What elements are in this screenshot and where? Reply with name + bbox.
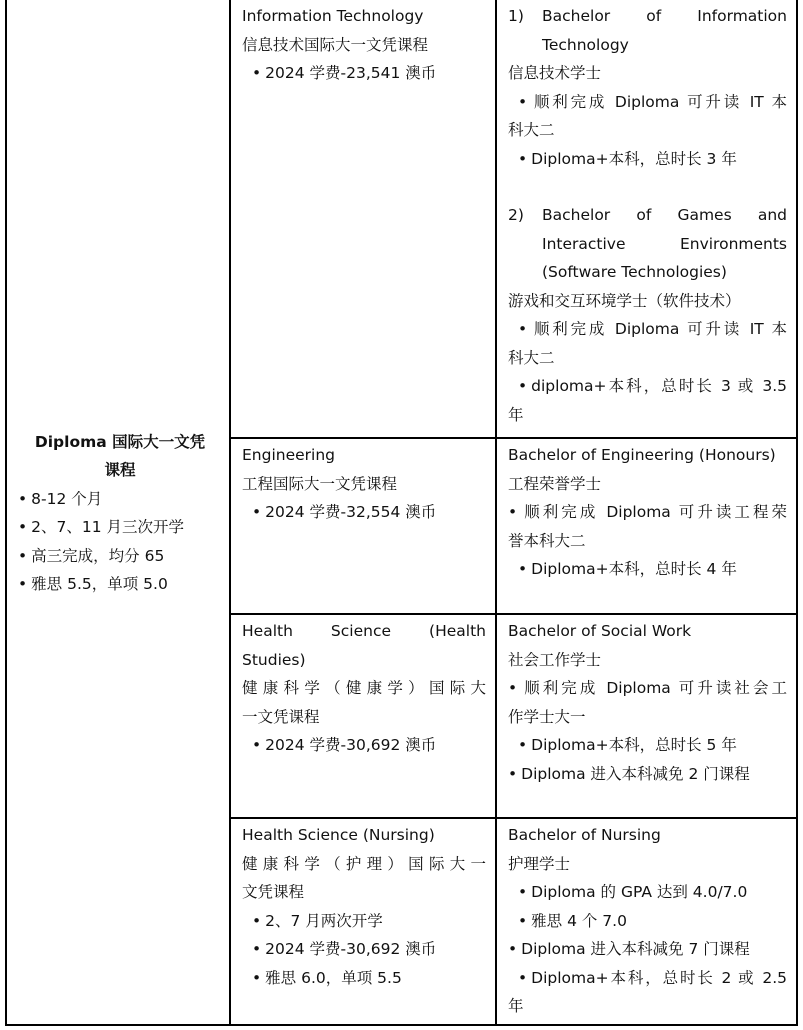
pathway-cell-engineering xyxy=(497,439,796,613)
program-cell-health-studies xyxy=(231,615,495,817)
program-en: Health Science (Nursing) xyxy=(242,826,435,844)
program-cell-it xyxy=(231,0,495,436)
diploma-duration: • 8-12 个月 xyxy=(18,485,222,514)
pathway-num: 1) xyxy=(508,7,524,25)
program-fee: • 2024 学费-30,692 澳币 xyxy=(242,731,486,760)
pathway-bullet-1b: 誉本科大二 xyxy=(508,531,586,550)
program-zh-line1: 健康科学（护理）国际大一 xyxy=(242,854,486,873)
diploma-academic-req: • 高三完成，均分 65 xyxy=(18,542,222,571)
diploma-title-line1: Diploma 国际大一文凭 xyxy=(34,432,206,451)
program-fee: • 2024 学费-30,692 澳币 xyxy=(242,935,486,964)
program-fee: • 2024 学费-23,541 澳币 xyxy=(242,59,486,88)
program-intakes: • 2、7 月两次开学 xyxy=(242,907,486,936)
pathway-en-line3: (Software Technologies) xyxy=(542,263,727,281)
pathway-en: Bachelor of Social Work xyxy=(508,622,692,640)
pathway-bullet-duration-b: 年 xyxy=(508,997,524,1015)
pathway-bullet-2: • Diploma+本科，总时长 3 年 xyxy=(508,145,787,174)
pathway-en: Bachelor of Engineering (Honours) xyxy=(508,446,776,464)
pathway-cell-nursing xyxy=(497,819,796,1024)
pathway-item-1 xyxy=(508,2,787,59)
pathway-en-line1: Bachelor of Information xyxy=(542,7,787,25)
program-en-line1: Health Science (Health xyxy=(242,622,486,640)
pathway-bullet-1a: • 顺利完成 Diploma 可升读工程荣 xyxy=(508,498,787,527)
diploma-ielts-req: • 雅思 5.5，单项 5.0 xyxy=(18,570,222,599)
pathway-zh: 信息技术学士 xyxy=(508,64,602,82)
pathway-bullet-2b: 年 xyxy=(508,405,524,424)
pathway-en-line2: Interactive Environments xyxy=(542,234,787,253)
pathway-bullet-2: • Diploma+本科，总时长 5 年 xyxy=(508,731,787,760)
program-en: Engineering xyxy=(242,446,335,464)
pathway-item-2 xyxy=(508,201,787,287)
pathway-bullet-1a: • 顺利完成 Diploma 可升读 IT 本 xyxy=(508,88,787,117)
program-en: Information Technology xyxy=(242,7,424,25)
program-cell-engineering xyxy=(231,439,495,613)
pathway-zh: 工程荣誉学士 xyxy=(508,474,602,493)
program-zh-line1: 健康科学（健康学）国际大 xyxy=(242,679,486,697)
program-zh-line2: 一文凭课程 xyxy=(242,707,320,726)
program-cell-nursing xyxy=(231,819,495,1024)
pathway-bullet-2a: • diploma+本科，总时长 3 或 3.5 xyxy=(508,372,787,401)
diploma-title-line2: 课程 xyxy=(104,461,136,479)
pathway-en: Bachelor of Nursing xyxy=(508,826,661,844)
pathway-bullet-1b: 科大二 xyxy=(508,121,555,139)
program-zh: 工程国际大一文凭课程 xyxy=(242,474,398,493)
pathway-zh: 社会工作学士 xyxy=(508,650,602,669)
pathway-bullet-ielts: • 雅思 4 个 7.0 xyxy=(508,907,787,936)
program-zh: 信息技术国际大一文凭课程 xyxy=(242,35,429,54)
pathway-en-line1: Bachelor of Games and xyxy=(542,206,787,224)
pathway-bullet-gpa: • Diploma 的 GPA 达到 4.0/7.0 xyxy=(508,878,787,907)
diploma-intakes: • 2、7、11 月三次开学 xyxy=(18,513,222,542)
pathway-num: 2) xyxy=(508,206,524,224)
program-en-line2: Studies) xyxy=(242,650,306,669)
pathway-bullet-1b: 作学士大一 xyxy=(508,707,586,726)
pathway-bullet-1a: • 顺利完成 Diploma 可升读 IT 本 xyxy=(508,315,787,344)
program-zh-line2: 文凭课程 xyxy=(242,883,305,901)
pathway-bullet-1b: 科大二 xyxy=(508,348,555,367)
pathway-zh: 游戏和交互环境学士（软件技术） xyxy=(508,291,741,310)
diploma-summary-cell xyxy=(6,0,230,1026)
pathway-cell-social-work xyxy=(497,615,796,817)
pathway-zh: 护理学士 xyxy=(508,854,571,873)
program-ielts: • 雅思 6.0，单项 5.5 xyxy=(242,964,486,993)
pathway-bullet-duration-a: • Diploma+本科，总时长 2 或 2.5 xyxy=(508,964,787,993)
pathway-bullet-1a: • 顺利完成 Diploma 可升读社会工 xyxy=(508,674,787,703)
pathway-bullet-credit: • Diploma 进入本科减免 7 门课程 xyxy=(508,935,787,964)
pathway-cell-it xyxy=(497,0,796,436)
table-border-right xyxy=(796,0,798,1026)
pathway-bullet-3: • Diploma 进入本科减免 2 门课程 xyxy=(508,760,787,789)
pathway-bullet-2: • Diploma+本科，总时长 4 年 xyxy=(508,555,787,584)
program-fee: • 2024 学费-32,554 澳币 xyxy=(242,498,486,527)
pathway-en-line2: Technology xyxy=(542,35,629,54)
